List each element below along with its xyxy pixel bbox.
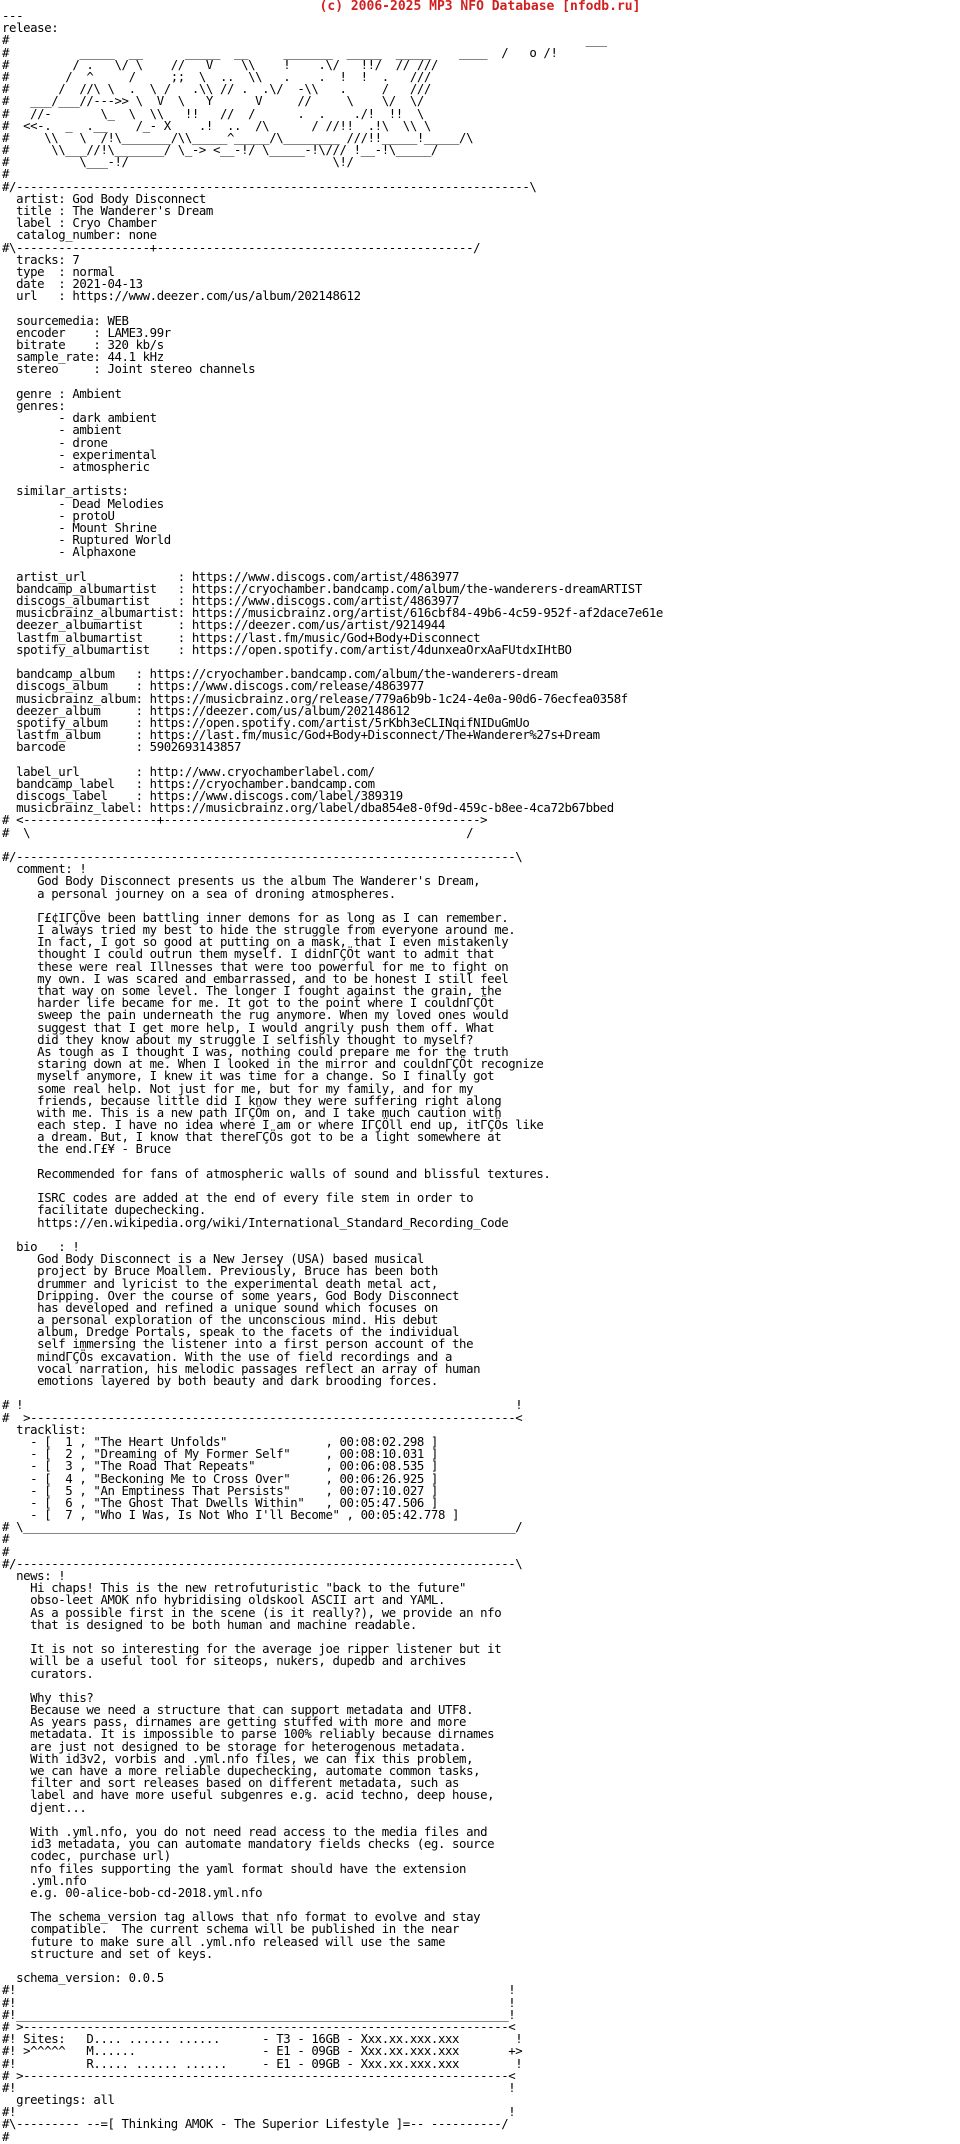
nfo-line: Recommended for fans of atmospheric walls of sound and blissful textures.	[2, 1166, 551, 1181]
nfo-line: sourcemedia: WEB	[2, 313, 129, 328]
nfo-line: - Alphaxone	[2, 545, 136, 560]
nfo-line: - [ 7 , "Who I Was, Is Not Who I'll Become" , 00:05:42.778 ]	[2, 1508, 460, 1523]
nfo-line: label_url : http://www.cryochamberlabel.com/	[2, 764, 375, 779]
nfo-line: sample_rate: 44.1 kHz	[2, 350, 164, 365]
nfo-line: bandcamp_album : https://cryochamber.bandcamp.com/album/the-wanderers-dream	[2, 667, 558, 682]
nfo-line: #! !	[2, 1983, 516, 1998]
nfo-line: catalog_number: none	[2, 228, 157, 243]
nfo-line: future to make sure all .yml.nfo released will use the same	[2, 1934, 445, 1949]
nfo-line	[2, 558, 663, 570]
nfo-line: friends, because little did I know they were suffering right along	[2, 1093, 502, 1108]
nfo-line: # >---------------------------------------------------------------------<	[2, 2068, 516, 2083]
nfo-line: - experimental	[2, 447, 157, 462]
nfo-line: will be a useful tool for siteops, nukers, dupedb and archives	[2, 1654, 467, 1669]
nfo-line: https://en.wikipedia.org/wiki/International_Standard_Recording_Code	[2, 1215, 509, 1230]
nfo-line: greetings: all	[2, 2093, 115, 2108]
nfo-line: - ambient	[2, 423, 122, 438]
nfo-line: title : The Wanderer's Dream	[2, 204, 213, 218]
nfo-line: bio : !	[2, 1239, 80, 1254]
nfo-line	[2, 376, 663, 388]
nfo-line: .yml.nfo	[2, 1873, 87, 1888]
nfo-line: #! !	[2, 2080, 516, 2095]
nfo-line: spotify_albumartist : https://open.spotify.com/artist/4dunxeaOrxAaFUtdxIHtBO	[2, 642, 572, 657]
nfo-line: #! R..... ...... ...... - E1 - 09GB - Xxx.xx.xxx.xxx !	[2, 2056, 523, 2071]
nfo-line: we can have a more reliable dupechecking, automate common tasks,	[2, 1764, 481, 1778]
nfo-line: a personal journey on a sea of droning atmospheres.	[2, 886, 396, 901]
nfo-line: #\-------------------+---------------------------------------------/	[2, 240, 481, 255]
nfo-line: The schema_version tag allows that nfo format to evolve and stay	[2, 1910, 481, 1925]
nfo-line: deezer_album : https://deezer.com/us/album/202148612	[2, 703, 410, 718]
nfo-line: # ___	[2, 33, 607, 48]
nfo-line: filter and sort releases based on different metadata, such as	[2, 1776, 460, 1791]
nfo-line: # / //\ \ . \ / .\\ // . .\/ -\\ . / ///	[2, 82, 431, 97]
nfo-line: discogs_albumartist : https://www.discogs.com/artist/4863977	[2, 594, 460, 608]
nfo-line: # \ /	[2, 825, 474, 840]
nfo-line: # <-------------------+--------------------------------------------->	[2, 813, 488, 828]
nfo-line: stereo : Joint stereo channels	[2, 362, 256, 377]
nfo-line: type : normal	[2, 264, 115, 279]
nfo-line: #! !	[2, 1995, 516, 2010]
nfo-line: - Mount Shrine	[2, 520, 157, 535]
nfo-line: - drone	[2, 435, 108, 450]
nfo-line: God Body Disconnect presents us the album The Wanderer's Dream,	[2, 874, 481, 889]
nfo-line: suggest that I get more help, I would angrily push them off. What	[2, 1020, 495, 1035]
nfo-line: - [ 1 , "The Heart Unfolds" , 00:08:02.298 ]	[2, 1434, 438, 1449]
nfo-line: I always tried my best to hide the struggle from everyone around me.	[2, 923, 516, 938]
nfo-line	[2, 1156, 663, 1168]
nfo-line: With .yml.nfo, you do not need read access to the media files and	[2, 1824, 488, 1839]
copyright-banner: (c) 2006-2025 MP3 NFO Database [nfodb.ru]	[319, 0, 641, 14]
nfo-line: sweep the pain underneath the rug anymore. When my loved ones would	[2, 1008, 509, 1023]
nfo-line: similar_artists:	[2, 484, 129, 499]
nfo-line: - [ 2 , "Dreaming of My Former Self" , 00:08:10.031 ]	[2, 1447, 438, 1462]
nfo-line: With id3v2, vorbis and .yml.nfo files, we can fix this problem,	[2, 1751, 474, 1766]
nfo-line: bandcamp_albumartist : https://cryochamber.bandcamp.com/album/the-wanderers-dreamARTIST	[2, 581, 642, 596]
nfo-line: structure and set of keys.	[2, 1946, 213, 1961]
nfo-line: # ! !	[2, 1398, 523, 1413]
nfo-line: label : Cryo Chamber	[2, 216, 157, 231]
nfo-line: ---	[2, 9, 24, 23]
nfo-line: # _____ __ _____ __ _______ _____ _____ ____ / o /!	[2, 45, 558, 60]
nfo-line: obso-leet AMOK nfo hybridising oldskool ASCII art and YAML.	[2, 1593, 445, 1608]
nfo-line: album, Dredge Portals, speak to the facets of the individual	[2, 1325, 460, 1340]
nfo-line: compatible. The current schema will be published in the near	[2, 1922, 460, 1937]
nfo-line: Γ£¢IΓÇÖve been battling inner demons for as long as I can remember.	[2, 910, 509, 925]
nfo-line: #	[2, 2129, 10, 2144]
nfo-line: #!______________________________________________________________________!	[2, 2007, 516, 2022]
nfo-line: facilitate dupechecking.	[2, 1203, 206, 1218]
nfo-line: - Dead Melodies	[2, 496, 164, 511]
nfo-line: It is not so interesting for the average joe ripper listener but it	[2, 1642, 502, 1657]
nfo-line: #	[2, 1532, 10, 1547]
nfo-line: - protoU	[2, 508, 115, 523]
nfo-line: barcode : 5902693143857	[2, 740, 242, 755]
nfo-line: metadata. It is impossible to parse 100% reliably because dirnames	[2, 1727, 495, 1742]
nfo-line: #\--------- --=[ Thinking AMOK - The Superior Lifestyle ]=-- ----------/	[2, 2117, 509, 2132]
nfo-line: # ___/___//--->> \ V \ Y V // \ \/ \/	[2, 94, 424, 109]
nfo-line: each step. I have no idea where I am or where IΓÇÖll end up, itΓÇÖs like	[2, 1118, 544, 1133]
nfo-line: comment: !	[2, 862, 87, 877]
nfo-line: # \\ \ /!\_______/\\_____^_____/\________ ///!!_____!_____/\	[2, 130, 474, 145]
nfo-line: - [ 6 , "The Ghost That Dwells Within" , 00:05:47.506 ]	[2, 1495, 438, 1510]
nfo-line: url : https://www.deezer.com/us/album/202148612	[2, 289, 361, 304]
nfo-line: - dark ambient	[2, 411, 157, 426]
nfo-line: that way on some level. The longer I fought against the grain, the	[2, 984, 502, 998]
nfo-line: the end.Γ£¥ - Bruce	[2, 1142, 171, 1157]
nfo-line: myself anymore, I knew it was time for a change. So I finally got	[2, 1069, 495, 1084]
nfo-line: schema_version: 0.0.5	[2, 1971, 164, 1986]
nfo-line: tracks: 7	[2, 252, 80, 267]
nfo-line: artist_url : https://www.discogs.com/artist/4863977	[2, 569, 460, 584]
nfo-line: lastfm_album : https://last.fm/music/God+Body+Disconnect/The+Wanderer%27s+Dream	[2, 728, 600, 743]
nfo-line: these were real Illnesses that were too powerful for me to fight on	[2, 959, 509, 974]
nfo-line: did they know about my struggle I selfishly thought to myself?	[2, 1032, 474, 1047]
nfo-line: #! >^^^^^ M...... - E1 - 09GB - Xxx.xx.xxx.xxx +>	[2, 2044, 523, 2059]
nfo-line: thought I could outrun them myself. I didnΓÇÖt want to admit that	[2, 947, 495, 962]
nfo-line: are just not designed to be storage for heterogenous metadata.	[2, 1739, 467, 1754]
nfo-line: God Body Disconnect is a New Jersey (USA) based musical	[2, 1252, 424, 1267]
nfo-line: #/-----------------------------------------------------------------------\	[2, 849, 523, 864]
nfo-line: - [ 4 , "Beckoning Me to Cross Over" , 00:06:26.925 ]	[2, 1471, 438, 1486]
nfo-line: tracklist:	[2, 1422, 87, 1437]
nfo-line: As years pass, dirnames are getting stuffed with more and more	[2, 1715, 467, 1730]
nfo-line: #/-------------------------------------------------------------------------\	[2, 179, 537, 194]
nfo-line: As a possible first in the scene (is it really?), we provide an nfo	[2, 1605, 502, 1620]
nfo-line: a dream. But, I know that thereΓÇÖs got to be a light somewhere at	[2, 1130, 502, 1145]
nfo-line: Why this?	[2, 1690, 94, 1705]
nfo-line: # <<-. _ .__ /_- X .! .. /\ / //!! .!\ \\ \	[2, 118, 431, 133]
nfo-line: self immersing the listener into a first person account of the	[2, 1337, 474, 1352]
nfo-line: that is designed to be both human and machine readable.	[2, 1617, 417, 1632]
nfo-line: # >---------------------------------------------------------------------<	[2, 1410, 523, 1425]
nfo-line	[2, 1229, 663, 1241]
nfo-line: discogs_album : https://www.discogs.com/release/4863977	[2, 679, 424, 694]
nfo-line: - Ruptured World	[2, 533, 171, 548]
nfo-line: #/-----------------------------------------------------------------------\	[2, 1556, 523, 1571]
nfo-line: Dripping. Over the course of some years, God Body Disconnect	[2, 1288, 460, 1303]
nfo-line: a personal exploration of the unconscious mind. His debut	[2, 1313, 438, 1328]
nfo-line: # \___-!/ \!/	[2, 155, 354, 170]
nfo-line: musicbrainz_albumartist: https://musicbrainz.org/artist/616cbf84-49b6-4c59-952f-af2dace7e61e	[2, 606, 663, 621]
nfo-line: project by Bruce Moallem. Previously, Bruce has been both	[2, 1264, 438, 1279]
nfo-line: # / ^ / ;; \ .. \\ . . ! ! . ///	[2, 69, 431, 84]
nfo-line: codec, purchase url)	[2, 1849, 171, 1864]
nfo-line: #	[2, 167, 10, 182]
nfo-line	[2, 753, 663, 765]
nfo-line: my own. I was scared and embarrassed, and to be honest I still feel	[2, 971, 509, 986]
nfo-line: mindΓÇÖs excavation. With the use of field recordings and a	[2, 1349, 453, 1364]
nfo-line: news: !	[2, 1569, 66, 1583]
nfo-line: e.g. 00-alice-bob-cd-2018.yml.nfo	[2, 1885, 263, 1900]
nfo-line: - atmospheric	[2, 459, 150, 474]
nfo-line: # >---------------------------------------------------------------------<	[2, 2019, 516, 2034]
nfo-line: id3 metadata, you can automate mandatory fields checks (eg. source	[2, 1837, 495, 1852]
nfo-line: spotify_album : https://open.spotify.com/artist/5rKbh3eCLINqifNIDuGmUo	[2, 715, 530, 730]
nfo-line: #! !	[2, 2105, 516, 2120]
nfo-line: Hi chaps! This is the new retrofuturistic "back to the future"	[2, 1581, 467, 1596]
nfo-line: vocal narration, his melodic passages reflect an array of human	[2, 1361, 481, 1376]
nfo-line	[2, 303, 663, 315]
nfo-line: with me. This is a new path IΓÇÖm on, and I take much caution with	[2, 1105, 502, 1120]
nfo-line: #! Sites: D.... ...... ...... - T3 - 16GB - Xxx.xx.xxx.xxx !	[2, 2032, 523, 2047]
nfo-line: # \\___//!\_______/ \_-> <__-!/ \_____-!\/// !__-!\_____/	[2, 143, 438, 158]
nfo-line: Because we need a structure that can support metadata and UTF8.	[2, 1703, 474, 1718]
nfo-line: deezer_albumartist : https://deezer.com/us/artist/9214944	[2, 618, 445, 633]
nfo-line: has developed and refined a unique sound which focuses on	[2, 1300, 438, 1315]
nfo-line: label and have more useful subgenres e.g. acid techno, deep house,	[2, 1788, 495, 1803]
nfo-line: lastfm_albumartist : https://last.fm/music/God+Body+Disconnect	[2, 630, 481, 645]
nfo-line: discogs_label : https://www.discogs.com/label/389319	[2, 789, 403, 803]
nfo-line: - [ 3 , "The Road That Repeats" , 00:06:08.535 ]	[2, 1459, 438, 1474]
nfo-line: ISRC codes are added at the end of every file stem in order to	[2, 1191, 474, 1206]
nfo-line: # //- \_ \ \\ !! // / . . ./! !! \	[2, 106, 424, 121]
nfo-line: nfo files supporting the yaml format should have the extension	[2, 1861, 467, 1876]
nfo-line: curators.	[2, 1666, 94, 1681]
nfo-line: bandcamp_label : https://cryochamber.bandcamp.com	[2, 776, 375, 791]
nfo-line: In fact, I got so good at putting on a mask, that I even mistakenly	[2, 935, 509, 950]
nfo-line: # / . \/ \ // V \\ ! .\/ !!/ // ///	[2, 57, 438, 72]
nfo-line: drummer and lyricist to the experimental death metal act,	[2, 1276, 438, 1291]
nfo-line: encoder : LAME3.99r	[2, 325, 171, 340]
nfo-line: staring down at me. When I looked in the mirror and couldnΓÇÖt recognize	[2, 1057, 544, 1072]
nfo-line: some real help. Not just for me, but for my family, and for my	[2, 1081, 474, 1096]
nfo-line: genres:	[2, 399, 66, 413]
nfo-line: musicbrainz_album: https://musicbrainz.org/release/779a6b9b-1c24-4e0a-90d6-76ecfea0358f	[2, 691, 628, 706]
nfo-line: release:	[2, 21, 59, 36]
nfo-line: - [ 5 , "An Emptiness That Persists" , 00:07:10.027 ]	[2, 1483, 438, 1498]
nfo-line: harder life became for me. It got to the point where I couldnΓÇÖt	[2, 996, 495, 1011]
nfo-line: djent...	[2, 1800, 87, 1815]
nfo-line: As tough as I thought I was, nothing could prepare me for the truth	[2, 1044, 509, 1059]
nfo-line: musicbrainz_label: https://musicbrainz.org/label/dba854e8-0f9d-459c-b8ee-4ca72b67bbed	[2, 801, 614, 816]
nfo-line: emotions layered by both beauty and dark brooding forces.	[2, 1374, 438, 1388]
nfo-line: artist: God Body Disconnect	[2, 191, 206, 206]
nfo-line: # \______________________________________________________________________/	[2, 1520, 523, 1535]
nfo-text	[2, 10, 663, 2143]
nfo-line: #	[2, 1544, 10, 1559]
nfo-line	[2, 1680, 663, 1692]
nfo-line: bitrate : 320 kb/s	[2, 338, 164, 353]
nfo-line: genre : Ambient	[2, 386, 122, 401]
nfo-line: date : 2021-04-13	[2, 277, 143, 292]
